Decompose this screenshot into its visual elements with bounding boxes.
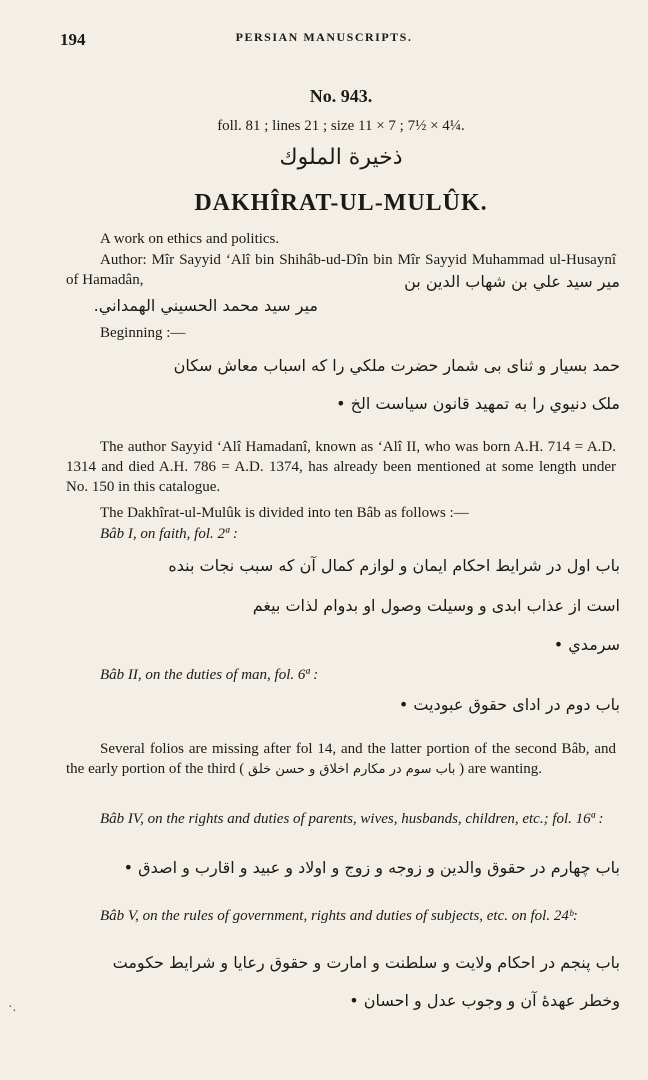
entry-number: No. 943. (309, 86, 373, 106)
missing-text-b: ) are wanting. (459, 761, 543, 777)
description (66, 229, 616, 249)
page-header (60, 30, 588, 50)
bab2-ar: باب دوم در ادای حقوق عبوديت • (398, 695, 620, 714)
paragraph-missing-folios (66, 739, 616, 780)
beginning-label: Beginning :— (100, 325, 186, 341)
title-arabic: ذخيرة الملوك (279, 145, 403, 170)
author-ar-2: مير سيد محمد الحسيني الهمداني. (93, 296, 318, 315)
missing-text-a: Several folios are missing after fol 14, and the latter portion of the second Bâb, and the early portion of the third ( (66, 741, 616, 777)
bab4-label: Bâb IV, on the rights and duties of parents, wives, husbands, children, etc.; fol. 16ª : (100, 811, 604, 827)
running-title: PERSIAN MANUSCRIPTS. (235, 30, 413, 44)
bab2-label: Bâb II, on the duties of man, fol. 6ª : (100, 667, 319, 683)
entry-details: foll. 81 ; lines 21 ; size 11 × 7 ; 7½ × 4¼. (217, 118, 465, 134)
beginning-label-wrap (66, 323, 616, 343)
author-en: Author: Mîr Sayyid ‘Alî bin Shihâb-ud-Dîn bin Mîr Sayyid Muhammad ul-Husaynî of Hamadân, (66, 252, 616, 288)
bab5-ar-2: وخطر عهدهٔ آن و وجوب عدل و احسان • (349, 991, 620, 1010)
bab5-ar-1: باب پنجم در احکام ولايت و سلطنت و امارت و حقوق رعايا و شرايط حکومت (112, 953, 620, 972)
bab4-ar: باب چهارم در حقوق والدين و زوجه و زوج و اولاد و عبيد و اقارب و اصدق • (123, 858, 620, 877)
paragraph-author-bio: The author Sayyid ‘Alî Hamadanî, known as ‘Alî II, who was born A.H. 714 = A.D. 1314 and died A.H. 786 = A.D. 1374, has already been mentioned at some length under No. 150 in this catalogue. (66, 439, 616, 495)
beginning-ar-2: ملک دنيوي را به تمهيد قانون سياست الخ • (336, 394, 620, 413)
description-text: A work on ethics and politics. (100, 231, 280, 247)
title-roman: DAKHÎRAT-UL-MULÛK. (194, 190, 488, 216)
missing-text-arabic: باب سوم در مکارم اخلاق و حسن خلق (248, 762, 456, 777)
paragraph-division: The Dakhîrat-ul-Mulûk is divided into ten Bâb as follows :— (100, 505, 469, 521)
margin-speck: ·. (8, 1000, 17, 1015)
bab1-ar-2: است از عذاب ابدی و وسيلت وصول او بدوام لذات بيغم (252, 596, 620, 615)
bab1-ar-1: باب اول در شرايط احکام ايمان و لوازم کمال آن که سبب نجات بنده (168, 556, 620, 575)
page-number: 194 (60, 30, 86, 49)
beginning-ar-1: حمد بسيار و ثنای بی شمار حضرت ملکي را که اسباب معاش سکان (173, 356, 620, 375)
bab1-ar-3: سرمدي • (553, 635, 620, 654)
bab1-label: Bâb I, on faith, fol. 2ª : (100, 526, 238, 542)
author-ar-1: مير سيد علي بن شهاب الدين بن (404, 272, 620, 291)
bab5-label: Bâb V, on the rules of government, rights and duties of subjects, etc. on fol. 24ᵇ: (100, 908, 578, 924)
